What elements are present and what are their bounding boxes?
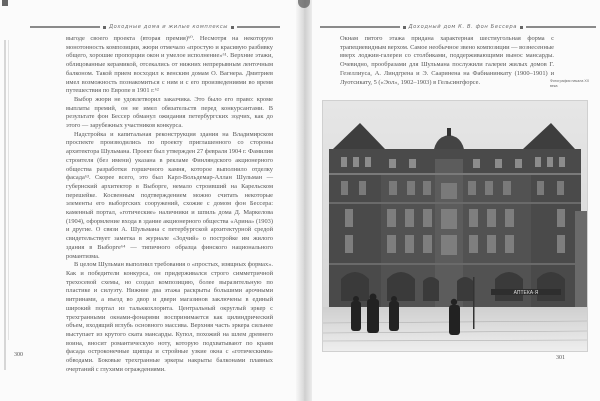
page-number-left: 300 bbox=[14, 352, 23, 358]
paragraph: Выбор жюри не удовлетворил заказчика. Это было его право: кроме выплаты премий, он не имел обязательств перед конкурсантами. В результате фон Бессер обманул ожидания петербургских зодчих, как до этого — зарубежных участников конкурса. bbox=[66, 95, 273, 130]
shop-sign-text: АПТЕКА·Я bbox=[513, 290, 539, 296]
page-edge-shadow bbox=[8, 40, 9, 340]
paragraph: Окнам пятого этажа придана характерная шестиугольная форма с трапециевидным верхом. Самое необычное звено композиции — вознесенные вверх лоджии-галереи со столбиками, поддерживающими вынос мансарды. Очевидно, прообразами для Шульмана послужили галереи жилых домов Г. Гезеллиуса, А. Линдгрена и Э. Сааринена на Фабианинкату (1900–1901) и Луотсикату, 5 («Эол», 1902–1903) в Гельсингфорсе. bbox=[340, 35, 554, 86]
running-head-rule bbox=[30, 26, 100, 28]
photo-caption: Фотография начала ХХ века bbox=[550, 79, 590, 88]
page-edge-shadow bbox=[4, 40, 6, 370]
bullet-square-icon bbox=[403, 26, 406, 29]
page-number-right: 301 bbox=[556, 355, 565, 361]
running-head-title: Доходные дома и жилые комплексы bbox=[109, 24, 229, 30]
right-page-body bbox=[340, 35, 554, 87]
book-gutter bbox=[296, 0, 312, 401]
paragraph: выгоде своего проекта (вторая премия)⁶⁰. Несмотря на некоторую монотонность композиции, жюри отмечало «простую и красивую разбивку общего, хорошие пропорции окон и умелое исполнение»⁶¹. Верхние этажи, облицованные керамикой, отсекались от нижних непрерывным ленточным балконом. Такой прием восходил к венским домам О. Вагнера. Дмитриев имел возможность познакомиться с ним и с его произведениями во время путешествия по Европе в 1901 г.⁶² bbox=[66, 35, 273, 95]
running-head-title: Доходный дом К. В. фон Бессера bbox=[408, 24, 517, 30]
running-head-rule bbox=[526, 26, 596, 28]
running-head-right bbox=[320, 22, 596, 32]
bullet-square-icon bbox=[520, 26, 523, 29]
running-head-rule bbox=[320, 26, 400, 28]
left-page-body bbox=[66, 35, 273, 374]
paragraph: В целом Шульман выполнил требования о «простых, изящных формах». Как и победители конкурса, он придерживался строго симметричной трехосевой схемы, но создал композицию, более выразительную по пластике и силуэту. Нижние два этажа раскрыты большими арочными витринами, а въезд во двор и двери магазинов заключены в единый широкий портал из тальккохлорита. Центральный округлый эркер с трехгранными окнами-фонарями воспринимается как цилиндрический объем, входящий вглубь основного массива. Верхняя часть эркера сильнее выступает из крутого ската мансарды. Купол, похожий на шлем древнего воина, вносит романтическую ноту, которую подхватывают по краям фасада остроконечные щипцы и стройные узкие окна с «готическими» обводами. Боковые трехгранные эркеры накрыты балконами плавных очертаний с глухими ограждениями. bbox=[66, 261, 273, 373]
scan-corner-mark bbox=[2, 0, 8, 6]
running-head-rule bbox=[237, 26, 280, 28]
building-photo-illustration bbox=[323, 101, 587, 351]
building-photograph bbox=[322, 100, 588, 352]
running-head-left bbox=[30, 22, 280, 32]
bullet-square-icon bbox=[103, 26, 106, 29]
bullet-square-icon bbox=[231, 26, 234, 29]
paragraph: Надстройка и капитальная реконструкция здания на Владимирском проспекте производились по проекту приглашенного со стороны архитектора Шульмана. Проект был утвержден 27 февраля 1904 г. Фамилия строителя (без имени) указана в рекламе Финляндского акционерного общества разработки горшечного камня, которое выполнило отделку фасада⁶³. Скорее всего, это был Карл-Вольдемар-Аллан Шульман — губернский архитектор в Выборге, немало строивший на Карельском перешейке. Косвенным подтверждением можно считать некоторые элементы его выборгских сооружений, схожие с домом фон Бессера: каменный портал, «готические» наличники и шпиль дома Д. Маркелова (1904), оформление входа в здание акционерного общества «Арина» (1903) и другие. О связи А. Шульмана с петербургской архитектурной средой свидетельствует заметка в журнале «Зодчий» о постройке им жилого здания в Выборге⁶⁴ — типичного образца финского национального романтизма. bbox=[66, 130, 273, 260]
